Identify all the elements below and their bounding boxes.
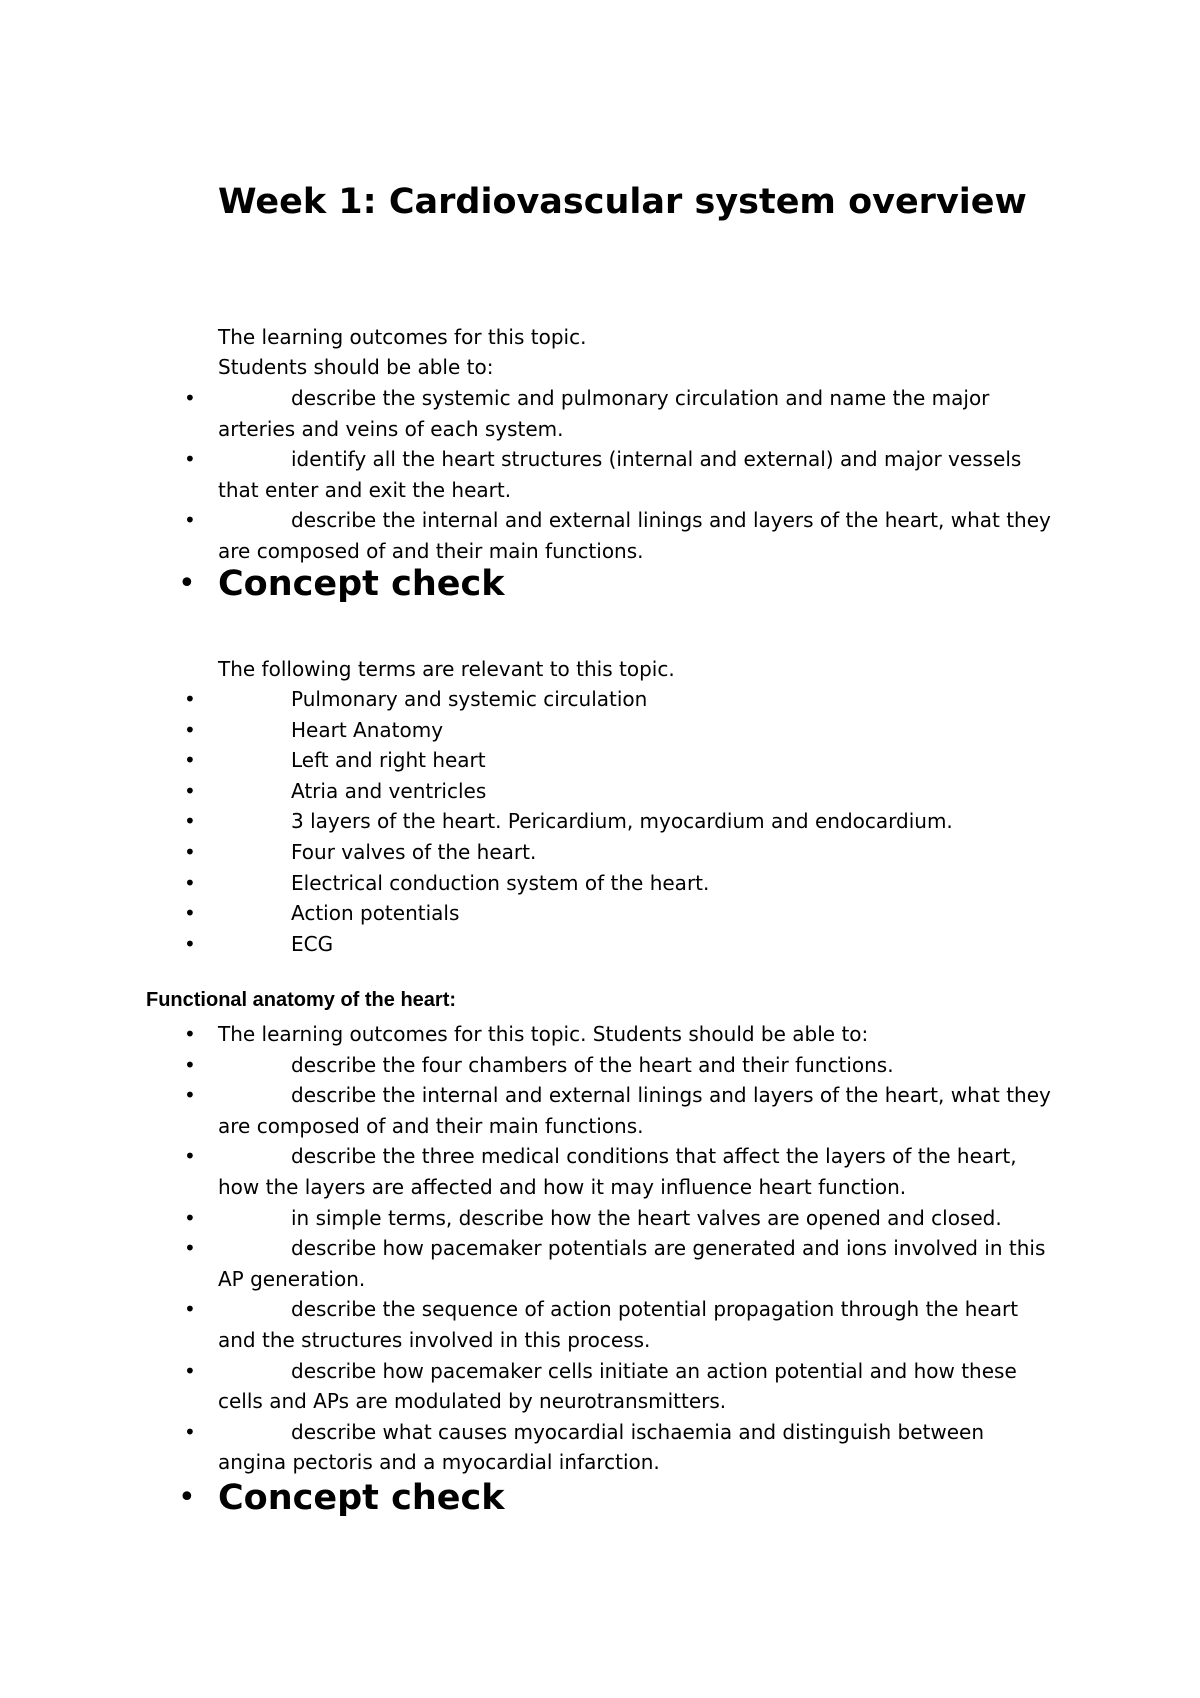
terms-intro: The following terms are relevant to this topic.	[218, 657, 675, 681]
section-heading: Functional anatomy of the heart:	[146, 989, 457, 1011]
bullet-icon: •	[184, 778, 196, 803]
list-item: • describe the internal and external linings and layers of the heart, what they are composed of and their main functions.	[0, 1080, 1100, 1141]
list-item: • ECG	[0, 929, 1100, 960]
bullet-icon: •	[184, 386, 196, 410]
list-item: • Heart Anatomy	[0, 715, 1100, 746]
list-item: • describe the three medical conditions that affect the layers of the heart, how the layers are affected and how it may influence heart function.	[0, 1141, 1100, 1202]
concept-check-label: Concept check	[218, 1478, 505, 1518]
list-item: • Pulmonary and systemic circulation	[0, 684, 1100, 715]
concept-check-label: Concept check	[218, 564, 505, 604]
list-item: • describe how pacemaker cells initiate an action potential and how these cells and APs are modulated by neurotransmitters.	[0, 1356, 1100, 1417]
bullet-icon: •	[184, 1358, 196, 1383]
intro-line-2: Students should be able to:	[218, 355, 494, 379]
bullet-icon: •	[184, 1419, 196, 1444]
bullet-icon: •	[184, 1236, 196, 1261]
bullet-icon: •	[184, 870, 196, 895]
bullet-icon: •	[184, 931, 196, 956]
bullet-icon: •	[178, 1480, 196, 1515]
bullet-icon: •	[184, 508, 196, 533]
list-item: • describe the four chambers of the heart and their functions.	[0, 1050, 1100, 1081]
bullet-icon: •	[184, 717, 196, 742]
list-item: • identify all the heart structures (internal and external) and major vessels that enter and exit the heart.	[0, 444, 1100, 505]
bullet-icon: •	[184, 809, 196, 834]
bullet-icon: •	[184, 748, 196, 773]
list-item: • describe the sequence of action potential propagation through the heart and the structures involved in this process.	[0, 1294, 1100, 1355]
outcomes-list	[0, 383, 1100, 567]
bullet-icon: •	[184, 1083, 196, 1108]
concept-check-heading	[0, 1472, 900, 1524]
list-item: • The learning outcomes for this topic. Students should be able to:	[0, 1019, 1100, 1050]
list-item: • Left and right heart	[0, 745, 1100, 776]
bullet-icon: •	[178, 566, 196, 601]
list-item: • 3 layers of the heart. Pericardium, myocardium and endocardium.	[0, 806, 1100, 837]
bullet-icon: •	[184, 1022, 196, 1046]
bullet-icon: •	[184, 839, 196, 864]
list-item: • describe the internal and external linings and layers of the heart, what they are composed of and their main functions.	[0, 505, 1100, 566]
terms-list	[0, 684, 1100, 959]
list-item: • Four valves of the heart.	[0, 837, 1100, 868]
list-item: • Electrical conduction system of the heart.	[0, 868, 1100, 899]
bullet-icon: •	[184, 1052, 196, 1077]
intro-line-1: The learning outcomes for this topic.	[218, 325, 587, 349]
bullet-icon: •	[184, 1205, 196, 1230]
section2-outcomes-list	[0, 1019, 1100, 1478]
page-title: Week 1: Cardiovascular system overview	[218, 182, 1027, 222]
list-item: • in simple terms, describe how the heart valves are opened and closed.	[0, 1203, 1100, 1234]
list-item: • describe the systemic and pulmonary circulation and name the major arteries and veins of each system.	[0, 383, 1100, 444]
list-item: • Atria and ventricles	[0, 776, 1100, 807]
bullet-icon: •	[184, 1297, 196, 1322]
bullet-icon: •	[184, 447, 196, 472]
list-item: • Action potentials	[0, 898, 1100, 929]
list-item: • describe what causes myocardial ischaemia and distinguish between angina pectoris and a myocardial infarction.	[0, 1417, 1100, 1478]
concept-check-heading	[0, 558, 900, 610]
list-item: • describe how pacemaker potentials are generated and ions involved in this AP generation.	[0, 1233, 1100, 1294]
bullet-icon: •	[184, 1144, 196, 1169]
bullet-icon: •	[184, 901, 196, 926]
bullet-icon: •	[184, 687, 196, 711]
